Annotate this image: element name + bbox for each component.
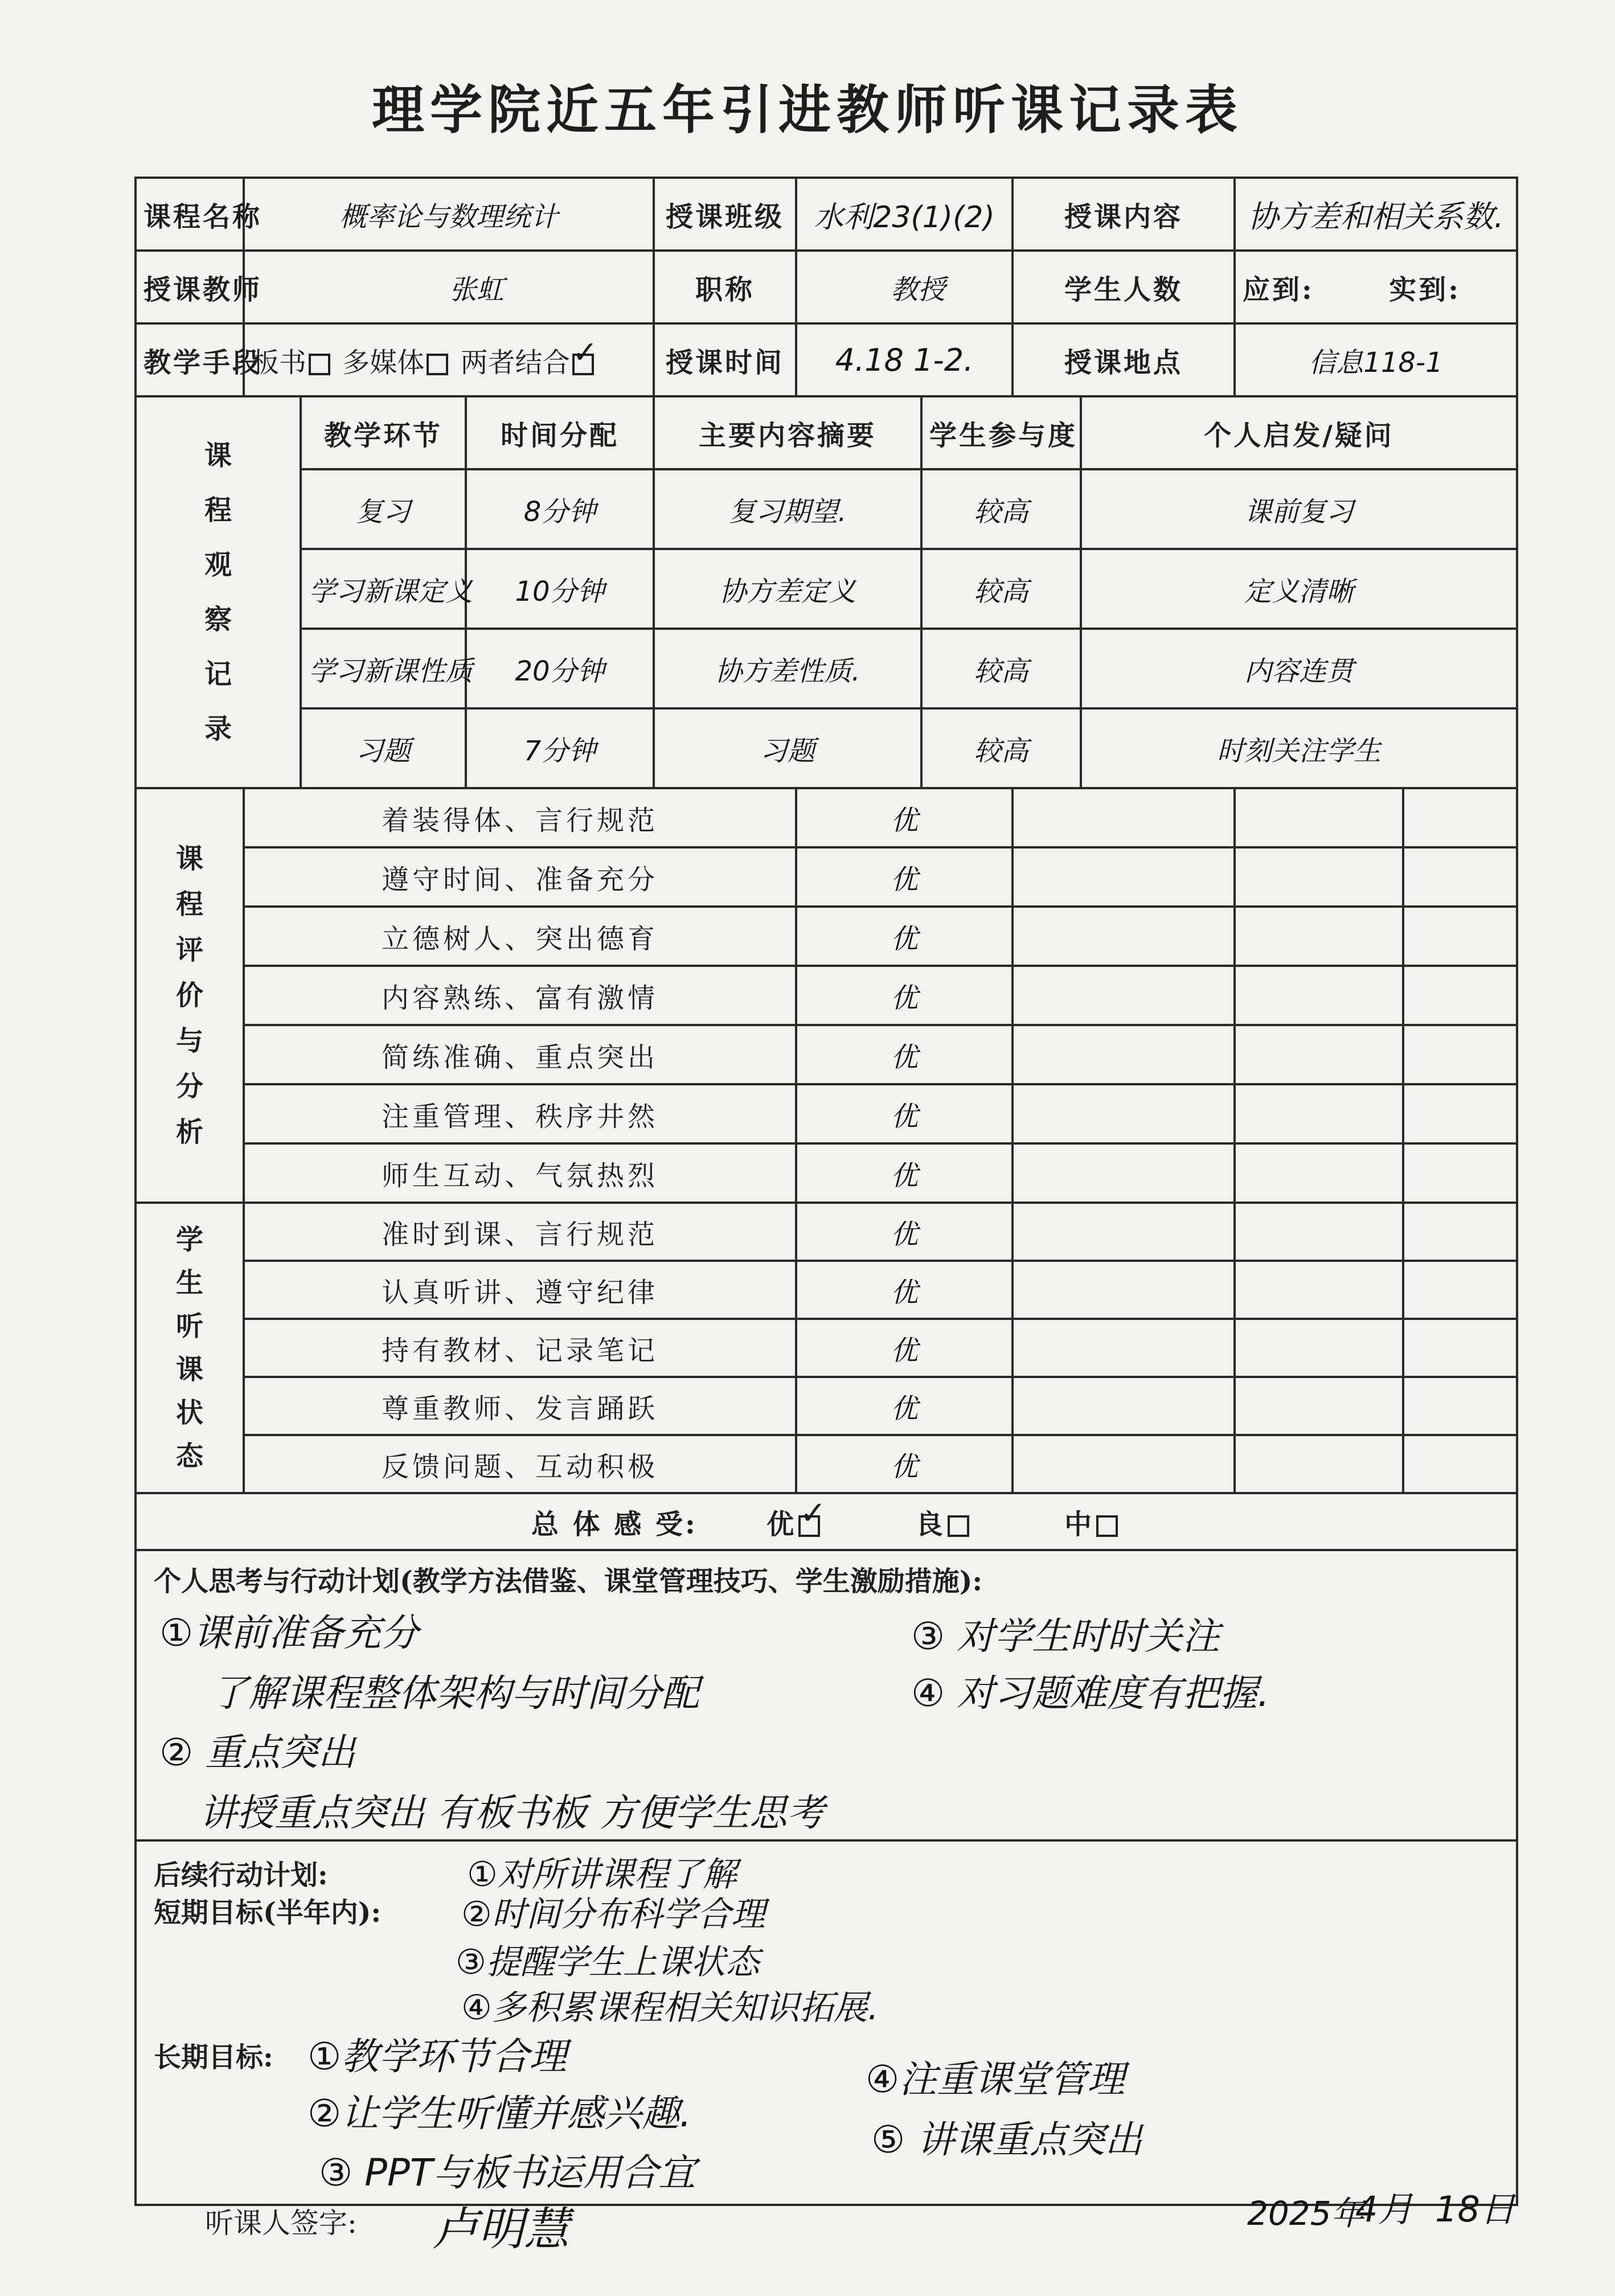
course-criterion: 简练准确、重点突出 bbox=[244, 1025, 796, 1084]
overall-excellent-check: ✓ bbox=[800, 1495, 829, 1532]
followup-heading: 后续行动计划: bbox=[154, 1859, 328, 1891]
signer-label: 听课人签字: bbox=[205, 2207, 357, 2240]
course-mark: 优 bbox=[796, 1025, 1013, 1084]
student-criterion: 尊重教师、发言踊跃 bbox=[244, 1377, 796, 1435]
student-mark: 优 bbox=[796, 1319, 1013, 1377]
reflection-heading: 个人思考与行动计划(教学方法借鉴、课堂管理技巧、学生激励措施): bbox=[154, 1565, 983, 1597]
means-both-checkbox[interactable] bbox=[572, 334, 598, 375]
reflection-left-line: ② 重点突出 bbox=[159, 1731, 356, 1774]
table-row bbox=[136, 549, 1517, 629]
short-term-item: ②时间分布科学合理 bbox=[461, 1895, 765, 1934]
reflection-right-line: ③ 对学生时时关注 bbox=[911, 1614, 1220, 1658]
means-media-label: 多媒体 bbox=[342, 346, 425, 379]
overall-good-label: 良 bbox=[915, 1508, 945, 1540]
course-mark: 优 bbox=[796, 847, 1013, 907]
obs-step: 学习新课性质 bbox=[301, 629, 466, 708]
record-table bbox=[134, 177, 1518, 2206]
signer-signature: 卢明慧 bbox=[433, 2203, 569, 2256]
overall-good-checkbox[interactable] bbox=[948, 1515, 969, 1537]
course-eval-label: 课程评价与分析 bbox=[136, 788, 244, 1203]
course-mark: 优 bbox=[796, 1143, 1013, 1203]
student-criterion: 认真听讲、遵守纪律 bbox=[244, 1261, 796, 1319]
teacher-label: 授课教师 bbox=[136, 251, 244, 323]
actual-label: 实到: bbox=[1389, 273, 1461, 306]
means-options bbox=[244, 323, 654, 396]
obs-note: 定义清晰 bbox=[1081, 549, 1517, 629]
reflection-left-line: 讲授重点突出 有板书板 方便学生思考 bbox=[199, 1791, 825, 1835]
rank-label: 职称 bbox=[654, 251, 796, 323]
means-media-checkbox[interactable] bbox=[427, 354, 448, 375]
means-both-check: ✓ bbox=[572, 334, 598, 370]
obs-summary: 协方差性质. bbox=[654, 629, 921, 708]
date-day: 18日 bbox=[1435, 2188, 1515, 2230]
obs-time: 10分钟 bbox=[466, 549, 654, 629]
class-label: 授课班级 bbox=[654, 178, 796, 251]
course-criterion: 立德树人、突出德育 bbox=[244, 907, 796, 966]
course-mark: 优 bbox=[796, 966, 1013, 1025]
long-term-item: ②让学生听懂并感兴趣. bbox=[308, 2092, 692, 2135]
followup-block bbox=[136, 1840, 1517, 2205]
obs-participation: 较高 bbox=[921, 629, 1081, 708]
course-name-value: 概率论与数理统计 bbox=[244, 178, 654, 251]
course-criterion: 遵守时间、准备充分 bbox=[244, 847, 796, 907]
reflection-left-line: ①课前准备充分 bbox=[159, 1611, 419, 1655]
course-mark: 优 bbox=[796, 907, 1013, 966]
student-mark: 优 bbox=[796, 1377, 1013, 1435]
short-term-item: ③提醒学生上课状态 bbox=[456, 1942, 760, 1982]
content-value: 协方差和相关系数. bbox=[1235, 178, 1517, 251]
long-term-item: ⑤ 讲课重点突出 bbox=[871, 2118, 1143, 2162]
reflection-block bbox=[136, 1550, 1517, 1840]
obs-header-notes: 个人启发/疑问 bbox=[1081, 396, 1517, 469]
time-label: 授课时间 bbox=[654, 323, 796, 396]
obs-header-time: 时间分配 bbox=[466, 396, 654, 469]
obs-note: 内容连贯 bbox=[1081, 629, 1517, 708]
time-value: 4.18 1-2. bbox=[796, 323, 1013, 396]
obs-summary: 习题 bbox=[654, 708, 921, 788]
obs-summary: 协方差定义 bbox=[654, 549, 921, 629]
place-label: 授课地点 bbox=[1013, 323, 1235, 396]
long-term-item: ③ PPT与板书运用合宜 bbox=[319, 2151, 696, 2195]
overall-mid-checkbox[interactable] bbox=[1096, 1515, 1118, 1537]
reflection-right-line: ④ 对习题难度有把握. bbox=[911, 1671, 1270, 1715]
obs-step: 习题 bbox=[301, 708, 466, 788]
means-both-label: 两者结合 bbox=[460, 346, 570, 379]
obs-time: 7分钟 bbox=[466, 708, 654, 788]
table-row bbox=[136, 708, 1517, 788]
place-value: 信息118-1 bbox=[1235, 323, 1517, 396]
overall-excellent-checkbox[interactable] bbox=[798, 1495, 829, 1537]
course-criterion: 着装得体、言行规范 bbox=[244, 788, 796, 847]
long-term-item: ④注重课堂管理 bbox=[866, 2057, 1125, 2101]
obs-note: 时刻关注学生 bbox=[1081, 708, 1517, 788]
reflection-left-line: 了解课程整体架构与时间分配 bbox=[211, 1671, 699, 1715]
long-term-label: 长期目标: bbox=[154, 2041, 273, 2073]
means-board-checkbox[interactable] bbox=[309, 354, 330, 375]
student-criterion: 反馈问题、互动积极 bbox=[244, 1435, 796, 1493]
observation-section-label: 课程观察记录 bbox=[136, 396, 301, 788]
course-mark: 优 bbox=[796, 788, 1013, 847]
content-label: 授课内容 bbox=[1013, 178, 1235, 251]
student-mark: 优 bbox=[796, 1435, 1013, 1493]
course-criterion: 内容熟练、富有激情 bbox=[244, 966, 796, 1025]
obs-summary: 复习期望. bbox=[654, 469, 921, 549]
obs-note: 课前复习 bbox=[1081, 469, 1517, 549]
means-label: 教学手段 bbox=[136, 323, 244, 396]
course-criterion: 注重管理、秩序井然 bbox=[244, 1084, 796, 1143]
short-term-label: 短期目标(半年内): bbox=[154, 1897, 382, 1929]
page-title: 理学院近五年引进教师听课记录表 bbox=[371, 79, 1243, 141]
rank-value: 教授 bbox=[796, 251, 1013, 323]
student-status-label: 学生听课状态 bbox=[136, 1203, 244, 1493]
obs-time: 20分钟 bbox=[466, 629, 654, 708]
table-row bbox=[136, 469, 1517, 549]
overall-row bbox=[136, 1493, 1517, 1550]
course-name-label: 课程名称 bbox=[136, 178, 244, 251]
expected-label: 应到: bbox=[1243, 273, 1314, 306]
course-criterion: 师生互动、气氛热烈 bbox=[244, 1143, 796, 1203]
obs-header-step: 教学环节 bbox=[301, 396, 466, 469]
obs-header-participation: 学生参与度 bbox=[921, 396, 1081, 469]
overall-label: 总 体 感 受: bbox=[531, 1508, 698, 1540]
obs-step: 复习 bbox=[301, 469, 466, 549]
student-criterion: 持有教材、记录笔记 bbox=[244, 1319, 796, 1377]
obs-step: 学习新课定义 bbox=[301, 549, 466, 629]
class-value: 水利23(1)(2) bbox=[796, 178, 1013, 251]
short-term-item: ①对所讲课程了解 bbox=[467, 1855, 737, 1895]
overall-mid-label: 中 bbox=[1064, 1508, 1095, 1540]
table-row bbox=[136, 629, 1517, 708]
student-mark: 优 bbox=[796, 1203, 1013, 1261]
short-term-item: ④多积累课程相关知识拓展. bbox=[461, 1988, 879, 2028]
date-month: 4月 bbox=[1355, 2188, 1413, 2230]
students-label: 学生人数 bbox=[1013, 251, 1235, 323]
course-mark: 优 bbox=[796, 1084, 1013, 1143]
obs-participation: 较高 bbox=[921, 469, 1081, 549]
obs-header-summary: 主要内容摘要 bbox=[654, 396, 921, 469]
student-mark: 优 bbox=[796, 1261, 1013, 1319]
teacher-value: 张虹 bbox=[244, 251, 654, 323]
means-board-label: 板书 bbox=[252, 346, 307, 379]
student-criterion: 准时到课、言行规范 bbox=[244, 1203, 796, 1261]
long-term-item: ①教学环节合理 bbox=[308, 2035, 567, 2078]
overall-excellent-label: 优 bbox=[766, 1508, 797, 1540]
obs-participation: 较高 bbox=[921, 549, 1081, 629]
obs-participation: 较高 bbox=[921, 708, 1081, 788]
obs-time: 8分钟 bbox=[466, 469, 654, 549]
date-year: 2025年 bbox=[1247, 2194, 1364, 2233]
students-count bbox=[1235, 251, 1517, 323]
